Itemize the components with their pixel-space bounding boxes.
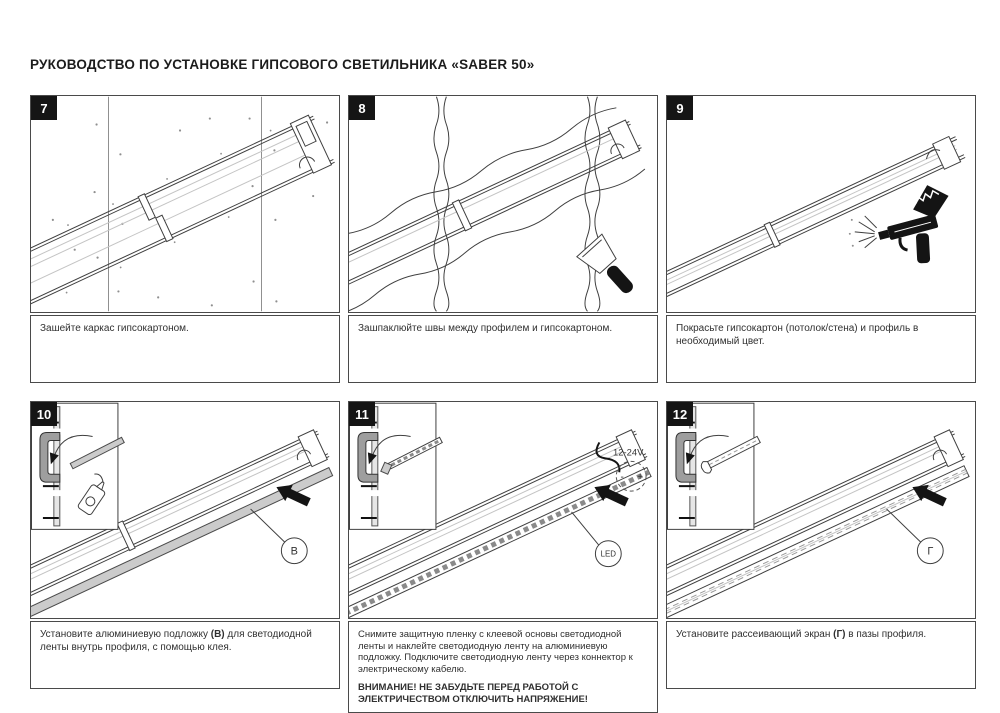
step-number-badge: 12 [667,402,693,426]
figure-11 [348,401,658,619]
figure-12 [666,401,976,619]
aluminium-backing-drawing [31,402,339,618]
caption-text: для светодиодной ленты внутрь профиля, с помощью клея. [40,629,312,653]
diffuser-screen-drawing [667,402,975,618]
voltage-label: 12-24V [612,446,644,458]
caption-bold-part: (В) [210,629,225,640]
step-number-badge: 7 [31,96,57,120]
leader-line [251,509,286,543]
caption-step-11 [348,621,658,713]
caption-text: в пазы профиля. [845,629,927,640]
panel-8 [348,95,658,383]
spray-mist-icon [849,216,877,248]
caption-text: Снимите защитную пленку с клеевой основы светодиодной ленты и наклейте светодиодную ленту на алюминиевую подложку. Подключите светодиодную ленту через коннектор к электрическому кабелю. [358,629,633,675]
leader-line [887,509,922,543]
figure-7 [30,95,340,313]
drywall-sheathing-drawing [31,96,339,312]
figure-9 [666,95,976,313]
step-number-badge: 8 [349,96,375,120]
step-number-badge: 10 [31,402,57,426]
puttied-channel [349,102,652,312]
caption-step-7: Зашейте каркас гипсокартоном. [30,315,340,383]
caption-text: Установите алюминиевую подложку [40,629,211,640]
recessed-profile-channel [31,111,337,312]
leader-line [572,512,600,546]
part-label: Г [927,545,934,558]
screw-dots [52,117,328,306]
panel-12 [666,401,976,713]
caption-text: Установите рассеивающий экран [676,629,834,640]
panel-7 [30,95,340,383]
page-title: РУКОВОДСТВО ПО УСТАНОВКЕ ГИПСОВОГО СВЕТИЛЬНИКА «SABER 50» [30,57,535,72]
panel-11 [348,401,658,713]
step-number-badge: 11 [349,402,375,426]
part-label: В [290,545,298,558]
polarity-plus: + [637,472,644,484]
figure-8 [348,95,658,313]
putty-seams-drawing [349,96,657,312]
caption-step-9: Покрасьте гипсокартон (потолок/стена) и профиль в необходимый цвет. [666,315,976,383]
figure-10 [30,401,340,619]
polarity-minus: - [620,472,624,484]
spray-gun-icon [870,181,964,274]
painting-drawing [667,96,975,312]
caption-step-12 [666,621,976,689]
caption-step-10 [30,621,340,689]
panel-10 [30,401,340,713]
caption-step-8: Зашпаклюйте швы между профилем и гипсокартоном. [348,315,658,383]
led-strip-drawing [349,402,657,618]
part-label: LED [600,549,617,559]
caption-bold-part: (Г) [833,629,846,640]
step-number-badge: 9 [667,96,693,120]
warning-text: ВНИМАНИЕ! НЕ ЗАБУДЬТЕ ПЕРЕД РАБОТОЙ С ЭЛЕКТРИЧЕСТВОМ ОТКЛЮЧИТЬ НАПРЯЖЕНИЕ! [358,682,588,705]
panel-9 [666,95,976,383]
panel-grid [30,95,976,713]
